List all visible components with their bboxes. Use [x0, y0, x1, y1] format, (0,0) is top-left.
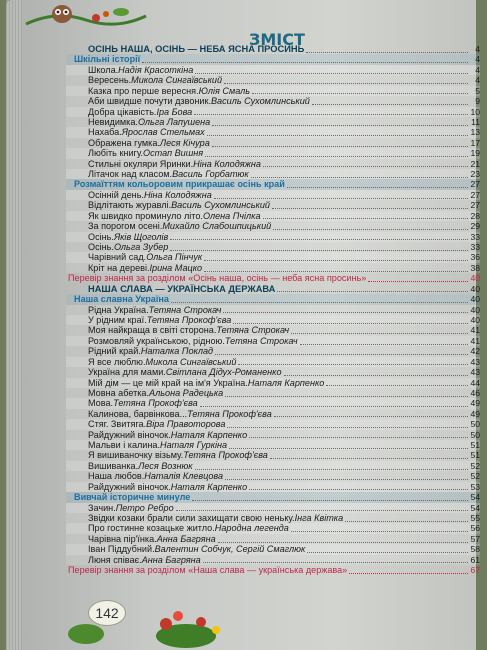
leader-dots — [291, 525, 468, 532]
leader-dots — [223, 306, 468, 313]
toc-entry — [66, 325, 480, 335]
entry-title: Любіть книгу. — [88, 148, 144, 159]
entry-author: Остап Вишня — [143, 148, 204, 159]
leader-dots — [233, 317, 468, 324]
entry-title: Україна для мами. — [88, 367, 166, 378]
entry-author: Альона Радецька — [149, 387, 224, 398]
leader-dots — [273, 223, 468, 230]
leader-dots — [170, 244, 468, 251]
leader-dots — [291, 327, 468, 334]
entry-author: Микола Сингаївський — [145, 356, 237, 367]
entry-title: Осінь. — [88, 231, 114, 242]
leader-dots — [212, 119, 468, 126]
entry-author: Тетяна Строкач — [148, 304, 222, 315]
leader-dots — [326, 379, 468, 386]
toc-entry — [66, 513, 480, 523]
book-page — [6, 0, 480, 650]
leader-dots — [252, 87, 468, 94]
toc-entry — [66, 75, 480, 85]
leader-dots — [272, 202, 468, 209]
toc-entry — [66, 190, 480, 200]
entry-title: ОСІНЬ НАША, ОСІНЬ — НЕБА ЯСНА ПРОСИНЬ — [88, 44, 305, 54]
entry-title: НАША СЛАВА — УКРАЇНСЬКА ДЕРЖАВА — [88, 283, 276, 294]
toc-entry — [66, 419, 480, 429]
toc-entry — [66, 430, 480, 440]
entry-author: Світлана Дідух-Романенко — [165, 367, 282, 378]
entry-page: 9 — [475, 96, 480, 107]
entry-page: 51 — [470, 450, 480, 461]
entry-author: Наталя Карпенко — [247, 377, 325, 388]
review-entry — [66, 565, 480, 575]
entry-page: 67 — [470, 565, 480, 576]
entry-page: 51 — [470, 440, 480, 451]
leader-dots — [227, 421, 468, 428]
toc-entry — [66, 117, 480, 127]
leader-dots — [345, 515, 468, 522]
entry-page: 52 — [470, 460, 480, 471]
entry-author: Валентин Собчук, Сергій Смаглюк — [154, 544, 306, 555]
entry-page: 28 — [470, 210, 480, 221]
entry-author: Наталя Гуркіна — [160, 440, 228, 451]
entry-author: Юлія Смаль — [198, 85, 251, 96]
toc-entry — [66, 242, 480, 252]
entry-page: 13 — [470, 127, 480, 138]
entry-page: 41 — [470, 325, 480, 336]
entry-title: Невидимка. — [88, 116, 138, 127]
toc-entry — [66, 96, 480, 106]
entry-title: Моя найкраща в світі сторона. — [88, 325, 217, 336]
table-of-contents — [66, 44, 480, 576]
entry-title: Мова. — [88, 398, 114, 409]
entry-page: 36 — [470, 252, 480, 263]
entry-page: 54 — [470, 502, 480, 513]
leader-dots — [312, 98, 468, 105]
leader-dots — [218, 536, 468, 543]
entry-title: Аби швидше почути дзвоник. — [88, 96, 211, 107]
entry-page: 23 — [470, 169, 480, 180]
leader-dots — [349, 567, 468, 574]
toc-entry — [66, 169, 480, 179]
entry-page: 38 — [470, 262, 480, 273]
entry-page: 52 — [470, 471, 480, 482]
entry-page: 57 — [470, 533, 480, 544]
entry-author: Василь Сухомлинський — [171, 200, 270, 211]
entry-page: 53 — [470, 481, 480, 492]
leader-dots — [142, 56, 468, 63]
entry-title: Ображена гумка. — [88, 137, 160, 148]
leader-dots — [229, 442, 468, 449]
leader-dots — [204, 265, 468, 272]
leader-dots — [212, 140, 468, 147]
leader-dots — [171, 296, 468, 303]
entry-author: Ярослав Стельмах — [121, 127, 205, 138]
entry-page: 43 — [470, 367, 480, 378]
toc-entry — [66, 555, 480, 565]
entry-page: 27 — [470, 200, 480, 211]
entry-author: Ольга Пінчук — [146, 252, 203, 263]
entry-title: Про гостинне козацьке житло. — [88, 523, 215, 534]
subsection-heading — [66, 294, 480, 304]
leader-dots — [307, 546, 468, 553]
toc-entry — [66, 346, 480, 356]
entry-page: 17 — [470, 137, 480, 148]
toc-entry — [66, 534, 480, 544]
entry-page: 49 — [470, 398, 480, 409]
entry-title: Калинова, барвінкова... — [88, 408, 188, 419]
entry-title: Літачок над класом. — [88, 169, 173, 180]
leader-dots — [274, 410, 468, 417]
entry-title: Мальви і калина. — [88, 440, 160, 451]
entry-page: 33 — [470, 242, 480, 253]
entry-title: Рідний край. — [88, 346, 141, 357]
entry-title: Осінь. — [88, 242, 114, 253]
toc-entry — [66, 461, 480, 471]
entry-page: 4 — [475, 54, 480, 65]
entry-author: Тетяна Прокоф'єва — [183, 450, 268, 461]
entry-title: Стяг. Звитяга. — [88, 419, 147, 430]
entry-page: 40 — [470, 314, 480, 325]
entry-title: Наша славна Україна — [74, 294, 169, 305]
leader-dots — [277, 285, 468, 292]
entry-author: Наталка Поклад — [140, 346, 214, 357]
entry-title: Чарівна пір'їнка. — [88, 533, 157, 544]
entry-author: Олена Пчілка — [202, 210, 261, 221]
entry-page: 33 — [470, 231, 480, 242]
entry-page: 40 — [470, 273, 480, 284]
entry-page: 40 — [470, 304, 480, 315]
entry-title: Чарівний сад. — [88, 252, 147, 263]
leader-dots — [194, 108, 468, 115]
leader-dots — [251, 171, 468, 178]
subsection-heading — [66, 492, 480, 502]
entry-page: 19 — [470, 148, 480, 159]
entry-author: Тетяна Прокоф'єва — [187, 408, 272, 419]
entry-author: Леся Вознюк — [138, 460, 193, 471]
toc-entry — [66, 86, 480, 96]
leader-dots — [249, 483, 468, 490]
entry-title: Шкільні історії — [74, 54, 141, 65]
entry-author: Василь Горбатюк — [172, 169, 249, 180]
subsection-heading — [66, 54, 480, 64]
entry-author: Ніна Колодяжна — [143, 189, 212, 200]
entry-title: Рідна Україна. — [88, 304, 149, 315]
entry-title: Нахаба. — [88, 127, 122, 138]
entry-author: Леся Кічура — [159, 137, 210, 148]
entry-title: Вивчай історичне минуле — [74, 492, 191, 503]
toc-entry — [66, 148, 480, 158]
leader-dots — [214, 192, 468, 199]
entry-title: Зачин. — [88, 502, 116, 513]
toc-entry — [66, 252, 480, 262]
entry-title: Мовна абетка. — [88, 387, 150, 398]
entry-page: 54 — [470, 492, 480, 503]
entry-page: 44 — [470, 377, 480, 388]
entry-title: Стильні окуляри Яринки. — [88, 158, 194, 169]
entry-title: Як швидко проминуло літо. — [88, 210, 203, 221]
entry-title: Кріт на дереві. — [88, 262, 150, 273]
leader-dots — [207, 129, 468, 136]
toc-entry — [66, 471, 480, 481]
toc-entry — [66, 232, 480, 242]
review-entry — [66, 273, 480, 283]
toc-entry — [66, 107, 480, 117]
entry-title: Розмаїттям кольоровим прикрашає осінь край — [74, 179, 285, 190]
entry-title: Вересень. — [88, 75, 132, 86]
entry-author: Надія Красоткіна — [118, 64, 194, 75]
entry-page: 50 — [470, 429, 480, 440]
floral-decoration-icon — [66, 594, 226, 650]
toc-entry — [66, 367, 480, 377]
leader-dots — [300, 338, 468, 345]
entry-author: Інга Квітка — [294, 512, 344, 523]
entry-author: Іра Бова — [156, 106, 193, 117]
subsection-heading — [66, 179, 480, 189]
entry-page: 10 — [470, 106, 480, 117]
entry-page: 61 — [470, 554, 480, 565]
leader-dots — [284, 369, 468, 376]
page-number: 142 — [88, 600, 126, 626]
entry-title: Розмовляй українською, рідною. — [88, 335, 225, 346]
entry-page: 21 — [470, 158, 480, 169]
entry-author: Василь Сухомлинський — [210, 96, 310, 107]
entry-title: Казка про перше вересня. — [88, 85, 199, 96]
entry-title: Я все люблю. — [88, 356, 146, 367]
section-heading — [66, 44, 480, 54]
page-title: ЗМІСТ — [249, 30, 305, 49]
leader-dots — [270, 452, 468, 459]
entry-author: Ольга Лапушена — [137, 116, 211, 127]
toc-entry — [66, 482, 480, 492]
entry-page: 50 — [470, 419, 480, 430]
leader-dots — [225, 473, 468, 480]
leader-dots — [176, 504, 468, 511]
entry-page: 42 — [470, 346, 480, 357]
entry-title: Мій дім — це мій край на ім'я Україна. — [88, 377, 248, 388]
entry-page: 56 — [470, 523, 480, 534]
entry-author: Яків Щоголів — [113, 231, 169, 242]
entry-page: 4 — [475, 75, 480, 86]
leader-dots — [215, 348, 468, 355]
entry-author: Анна Багряна — [156, 533, 216, 544]
leader-dots — [306, 46, 468, 53]
leader-dots — [195, 67, 468, 74]
toc-entry — [66, 211, 480, 221]
toc-entry — [66, 159, 480, 169]
toc-entry — [66, 357, 480, 367]
toc-entry — [66, 138, 480, 148]
toc-entry — [66, 544, 480, 554]
entry-title: Перевір знання за розділом «Осінь наша, осінь — неба ясна просинь» — [68, 273, 367, 284]
entry-page: 41 — [470, 335, 480, 346]
toc-entry — [66, 127, 480, 137]
leader-dots — [263, 160, 468, 167]
entry-title: Перевір знання за розділом «Наша слава — українська держава» — [68, 565, 348, 576]
entry-author: Михайло Слабошпицький — [162, 221, 272, 232]
entry-author: Наталія Клевцова — [144, 471, 224, 482]
leader-dots — [249, 431, 468, 438]
entry-author: Тетяна Прокоф'єва — [146, 314, 232, 325]
entry-author: Ірина Мацко — [149, 262, 203, 273]
entry-author: Народна легенда — [214, 523, 289, 534]
toc-entry — [66, 503, 480, 513]
entry-author: Тетяна Строкач — [224, 335, 298, 346]
entry-title: За порогом осені. — [88, 221, 163, 232]
toc-entry — [66, 221, 480, 231]
entry-page: 46 — [470, 387, 480, 398]
leader-dots — [200, 400, 468, 407]
entry-title: Наша любов. — [88, 471, 145, 482]
entry-title: Іван Піддубний. — [88, 544, 155, 555]
toc-entry — [66, 388, 480, 398]
entry-title: Добра цікавість. — [88, 106, 157, 117]
entry-page: 40 — [470, 294, 480, 305]
toc-entry — [66, 336, 480, 346]
entry-author: Тетяна Прокоф'єва — [113, 398, 198, 409]
leader-dots — [225, 390, 468, 397]
entry-title: Осінній день. — [88, 189, 144, 200]
entry-title: Я вишиваночку візьму. — [88, 450, 184, 461]
entry-page: 27 — [470, 179, 480, 190]
leader-dots — [203, 556, 468, 563]
leader-dots — [192, 494, 468, 501]
entry-author: Віра Правоторова — [146, 419, 226, 430]
entry-title: Звідки козаки брали сили захищати свою неньку. — [88, 512, 295, 523]
page-edge — [6, 0, 22, 650]
leader-dots — [170, 233, 468, 240]
leader-dots — [238, 358, 468, 365]
entry-page: 58 — [470, 544, 480, 555]
leader-dots — [205, 150, 468, 157]
section-heading — [66, 284, 480, 294]
leader-dots — [368, 275, 468, 282]
toc-entry — [66, 440, 480, 450]
entry-page: 27 — [470, 189, 480, 200]
entry-author: Наталя Карпенко — [170, 429, 248, 440]
entry-author: Анна Багряна — [141, 554, 201, 565]
toc-entry — [66, 315, 480, 325]
entry-page: 5 — [475, 85, 480, 96]
entry-title: Вишиванка. — [88, 460, 139, 471]
toc-entry — [66, 200, 480, 210]
entry-title: У рідним краї. — [88, 314, 147, 325]
toc-entry — [66, 305, 480, 315]
entry-author: Микола Сингаївський — [131, 75, 223, 86]
entry-title: Школа. — [88, 64, 119, 75]
entry-title: Відлітають журавлі. — [88, 200, 172, 211]
entry-page: 4 — [475, 44, 480, 54]
owl-illustration-icon — [26, 2, 146, 32]
entry-title: Райдужний віночок. — [88, 481, 171, 492]
toc-entry — [66, 378, 480, 388]
entry-page: 4 — [475, 64, 480, 75]
entry-page: 49 — [470, 408, 480, 419]
leader-dots — [195, 463, 468, 470]
toc-entry — [66, 263, 480, 273]
entry-page: 29 — [470, 221, 480, 232]
entry-author: Ніна Колодяжна — [193, 158, 261, 169]
leader-dots — [204, 254, 468, 261]
entry-page: 11 — [471, 116, 480, 127]
entry-author: Тетяна Строкач — [216, 325, 290, 336]
leader-dots — [263, 212, 468, 219]
entry-page: 55 — [470, 512, 480, 523]
toc-entry — [66, 409, 480, 419]
entry-author: Ольга Зубер — [113, 242, 169, 253]
toc-entry — [66, 65, 480, 75]
entry-title: Люня співає. — [88, 554, 142, 565]
entry-title: Райдужний віночок. — [88, 429, 171, 440]
entry-author: Наталя Карпенко — [170, 481, 248, 492]
entry-page: 43 — [470, 356, 480, 367]
leader-dots — [287, 181, 468, 188]
toc-entry — [66, 523, 480, 533]
entry-page: 40 — [470, 283, 480, 294]
toc-entry — [66, 398, 480, 408]
leader-dots — [224, 77, 468, 84]
toc-entry — [66, 450, 480, 460]
entry-author: Петро Ребро — [115, 502, 174, 513]
